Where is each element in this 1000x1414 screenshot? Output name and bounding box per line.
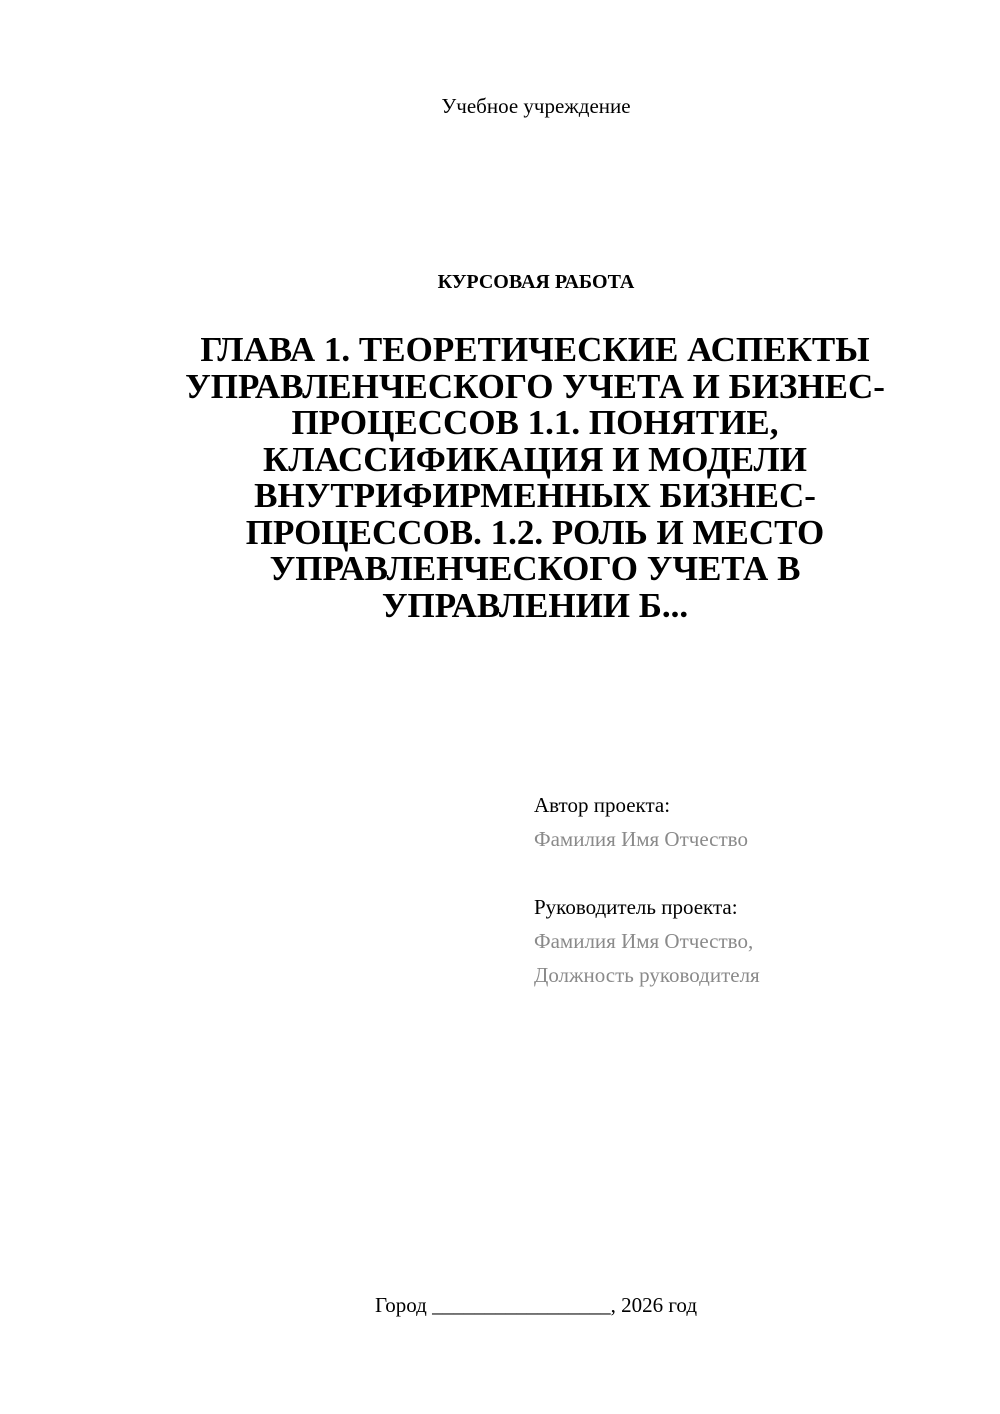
city-year-line: Город _________________, 2026 год <box>374 1293 698 1317</box>
work-type-heading: КУРСОВАЯ РАБОТА <box>437 271 635 293</box>
author-label: Автор проекта: <box>534 793 671 817</box>
supervisor-name: Фамилия Имя Отчество, <box>534 929 754 953</box>
supervisor-label: Руководитель проекта: <box>534 895 738 919</box>
document-title: ГЛАВА 1. ТЕОРЕТИЧЕСКИЕ АСПЕКТЫ УПРАВЛЕНЧЕСКОГО УЧЕТА И БИЗНЕС-ПРОЦЕССОВ 1.1. ПОНЯТИЕ, КЛАССИФИКАЦИЯ И МОДЕЛИ ВНУТРИФИРМЕННЫХ БИЗНЕС-ПРОЦЕССОВ. 1.2. РОЛЬ И МЕСТО УПРАВЛЕНЧЕСКОГО УЧЕТА В УПРАВЛЕНИИ Б... <box>185 330 885 625</box>
credits-block <box>534 788 974 992</box>
supervisor-position: Должность руководителя <box>534 963 760 987</box>
institution-name: Учебное учреждение <box>441 94 631 118</box>
credits-spacer <box>534 856 974 890</box>
author-name: Фамилия Имя Отчество <box>534 827 748 851</box>
